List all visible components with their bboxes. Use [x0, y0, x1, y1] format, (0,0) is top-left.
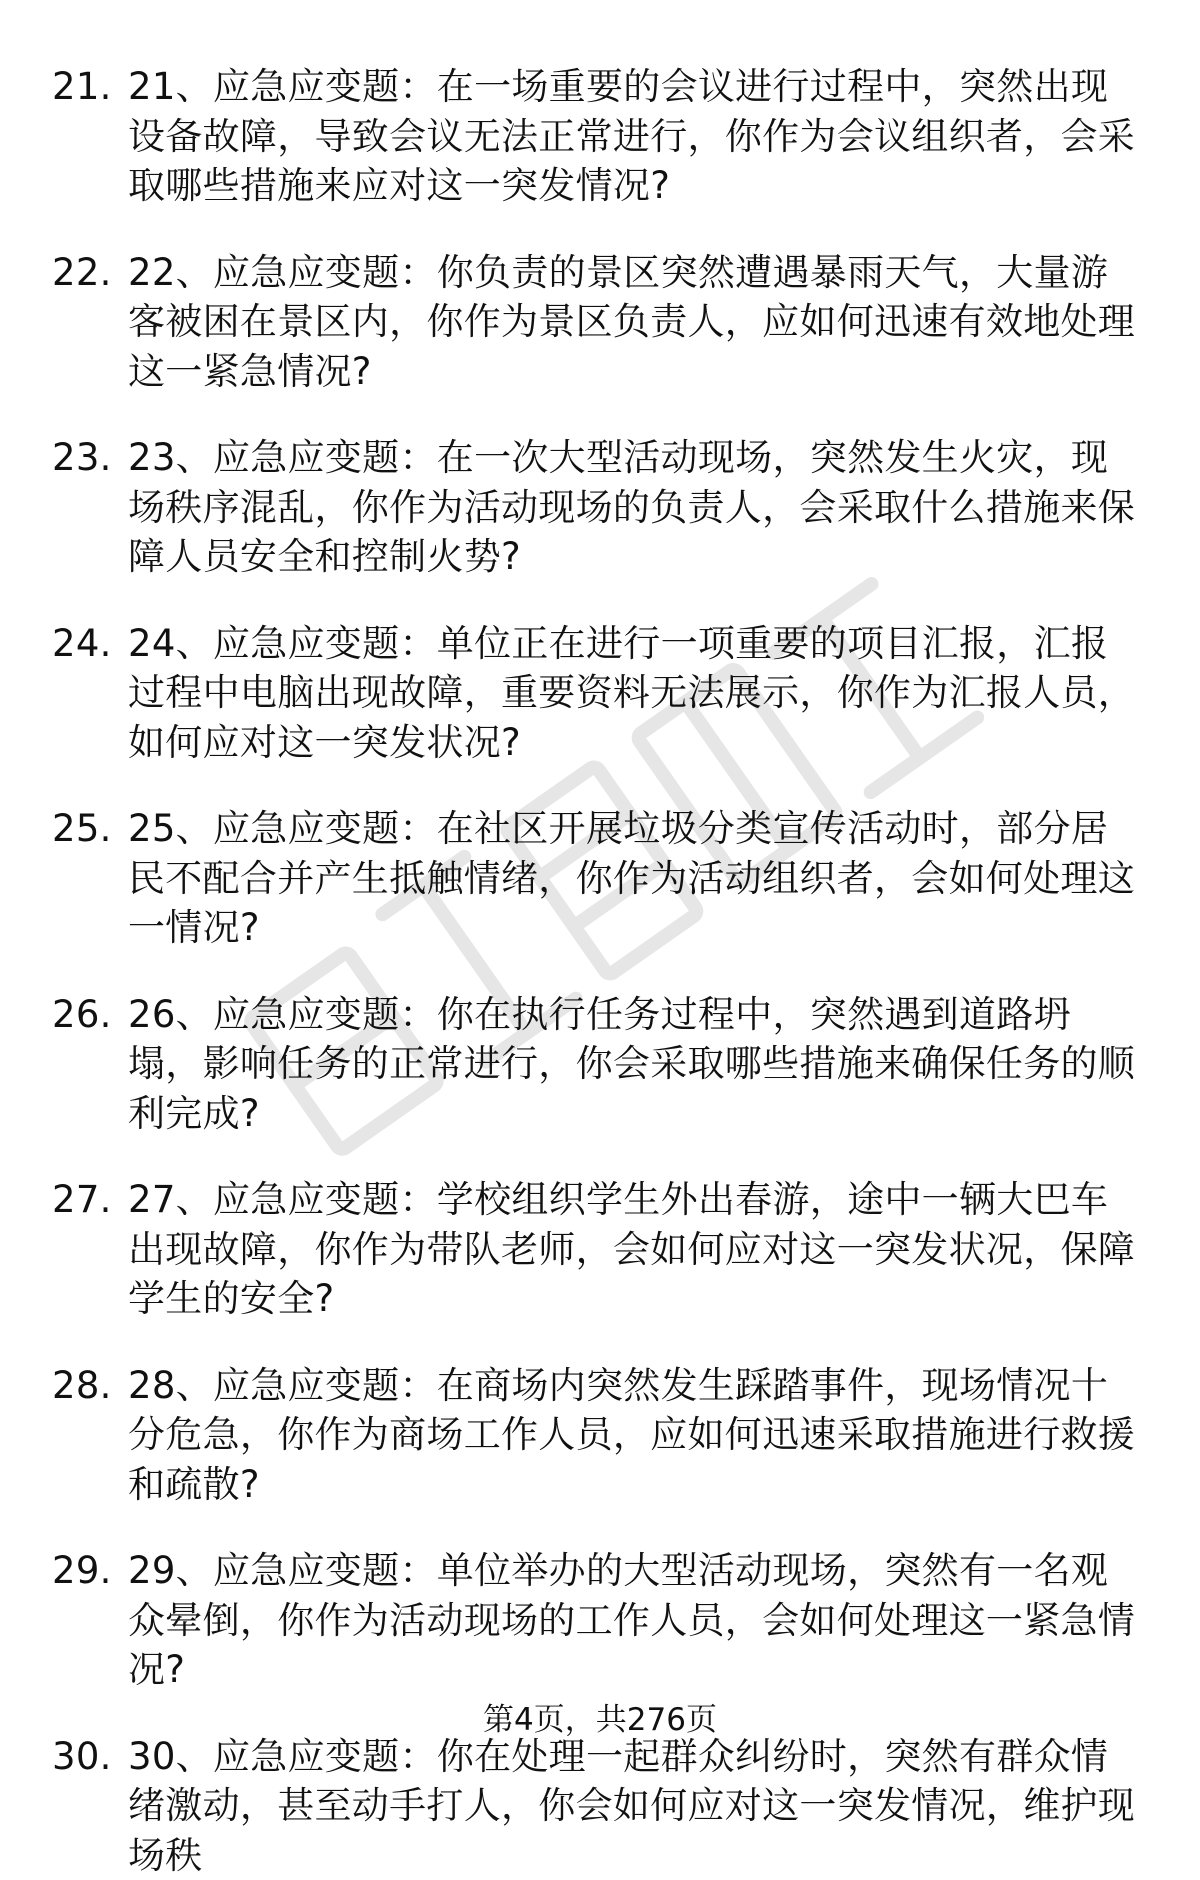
- list-item: [0, 804, 1200, 953]
- list-item: [0, 619, 1200, 768]
- item-text: 22、应急应变题：你负责的景区突然遭遇暴雨天气，大量游客被困在景区内，你作为景区负责人，应如何迅速有效地处理这一紧急情况?: [128, 248, 1140, 397]
- list-item: [0, 1732, 1200, 1880]
- item-text: 23、应急应变题：在一次大型活动现场，突然发生火灾，现场秩序混乱，你作为活动现场的负责人，会采取什么措施来保障人员安全和控制火势?: [128, 433, 1140, 582]
- item-text: 24、应急应变题：单位正在进行一项重要的项目汇报，汇报过程中电脑出现故障，重要资料无法展示，你作为汇报人员，如何应对这一突发状况?: [128, 619, 1140, 768]
- list-item: [0, 433, 1200, 582]
- item-number: 23.: [52, 433, 124, 483]
- item-number: 29.: [52, 1546, 124, 1596]
- item-number: 27.: [52, 1175, 124, 1225]
- item-number: 25.: [52, 804, 124, 854]
- item-number: 24.: [52, 619, 124, 669]
- item-number: 22.: [52, 248, 124, 298]
- list-item: [0, 1546, 1200, 1695]
- list-item: [0, 1175, 1200, 1324]
- item-text: 28、应急应变题：在商场内突然发生踩踏事件，现场情况十分危急，你作为商场工作人员，应如何迅速采取措施进行救援和疏散?: [128, 1361, 1140, 1510]
- list-item: [0, 248, 1200, 397]
- item-text: 30、应急应变题：你在处理一起群众纠纷时，突然有群众情绪激动，甚至动手打人，你会如何应对这一突发情况，维护现场秩: [128, 1732, 1140, 1880]
- item-number: 30.: [52, 1732, 124, 1782]
- list-item: [0, 1361, 1200, 1510]
- item-text: 27、应急应变题：学校组织学生外出春游，途中一辆大巴车出现故障，你作为带队老师，会如何应对这一突发状况，保障学生的安全?: [128, 1175, 1140, 1324]
- item-text: 21、应急应变题：在一场重要的会议进行过程中，突然出现设备故障，导致会议无法正常进行，你作为会议组织者，会采取哪些措施来应对这一突发情况?: [128, 62, 1140, 211]
- item-text: 29、应急应变题：单位举办的大型活动现场，突然有一名观众晕倒，你作为活动现场的工作人员，会如何处理这一紧急情况?: [128, 1546, 1140, 1695]
- page-number-footer: 第4页，共276页: [0, 1700, 1200, 1740]
- list-item: [0, 990, 1200, 1139]
- item-number: 28.: [52, 1361, 124, 1411]
- item-text: 25、应急应变题：在社区开展垃圾分类宣传活动时，部分居民不配合并产生抵触情绪，你作为活动组织者，会如何处理这一情况?: [128, 804, 1140, 953]
- list-item: [0, 62, 1200, 211]
- item-text: 26、应急应变题：你在执行任务过程中，突然遇到道路坍塌，影响任务的正常进行，你会采取哪些措施来确保任务的顺利完成?: [128, 990, 1140, 1139]
- item-number: 21.: [52, 62, 124, 112]
- item-number: 26.: [52, 990, 124, 1040]
- question-list: [0, 62, 1200, 1880]
